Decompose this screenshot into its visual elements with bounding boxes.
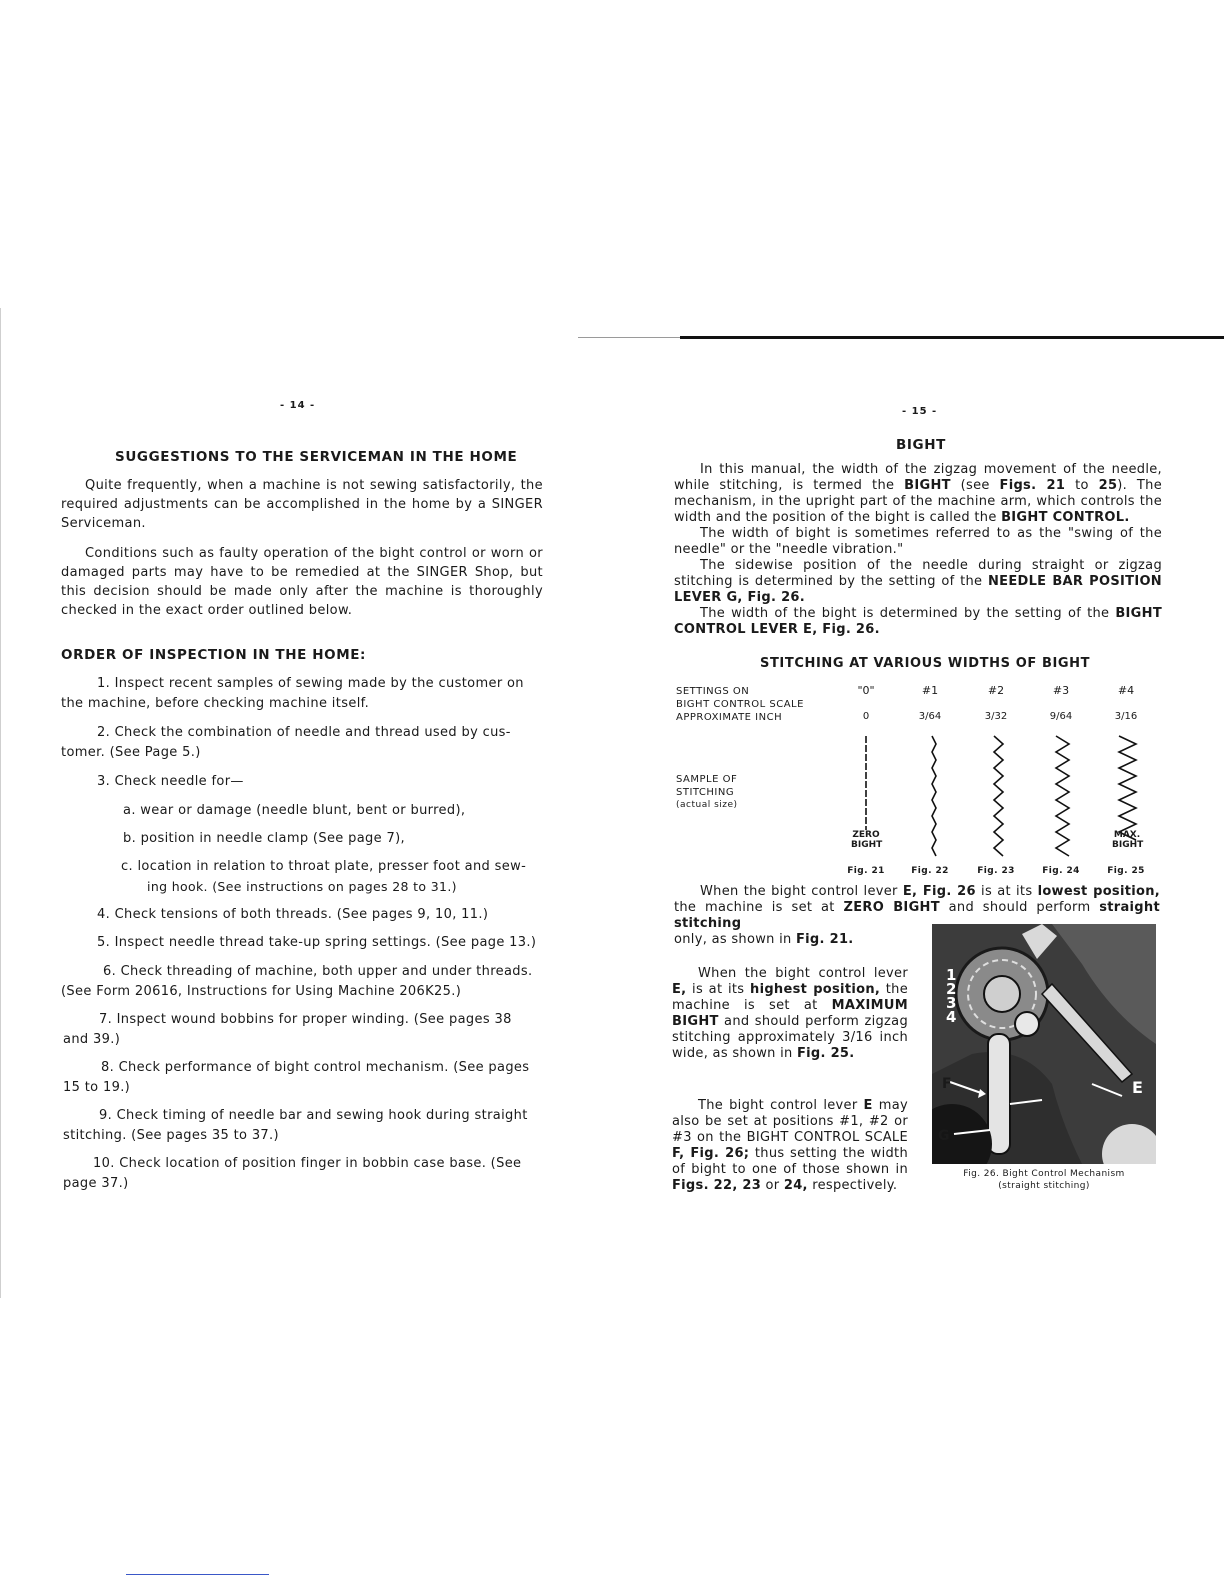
table-title: STITCHING AT VARIOUS WIDTHS OF BIGHT: [760, 656, 1091, 671]
top-rule: [680, 336, 1224, 339]
inch-2: 3/32: [984, 711, 1008, 722]
list-item: [63, 1106, 553, 1146]
fig-24: Fig. 24: [1042, 866, 1080, 876]
inch-label: APPROXIMATE INCH: [676, 712, 783, 723]
zero-bight-label: [851, 830, 881, 850]
list-item-line: c. location in relation to throat plate, presser foot and sew-: [121, 859, 527, 874]
sample-label-line: (actual size): [676, 800, 738, 810]
list-item: [61, 674, 547, 714]
sample-label-line: SAMPLE OF: [676, 774, 738, 785]
sample-label: [676, 773, 738, 812]
list-item-line: 15 to 19.): [63, 1080, 131, 1095]
list-item-line: page 37.): [63, 1176, 129, 1191]
setting-2: #2: [987, 684, 1005, 697]
setting-1: #1: [921, 684, 939, 697]
stitch-zigzag-2: [994, 736, 1003, 856]
setting-0: "0": [857, 684, 875, 697]
right-heading: BIGHT: [896, 437, 946, 453]
list-item-line: 8. Check performance of bight control mechanism. (See pages: [101, 1060, 530, 1075]
bottom-link-underline[interactable]: [126, 1574, 269, 1575]
list-item-line: 9. Check timing of needle bar and sewing hook during straight: [99, 1108, 528, 1123]
setting-3: #3: [1052, 684, 1070, 697]
photo-caption-line: (straight stitching): [998, 1181, 1090, 1191]
bight-para-2: The width of bight is sometimes referred to as the "swing of the needle" or the "needle vibration.": [674, 526, 1162, 557]
list-item-line: 1. Inspect recent samples of sewing made by the customer on: [97, 676, 524, 691]
bight-para-4: The width of the bight is determined by the setting of the BIGHT CONTROL LEVER E, Fig. 26.: [674, 606, 1162, 637]
settings-label-line: SETTINGS ON: [676, 686, 750, 697]
list-item-line: the machine, before checking machine itself.: [61, 696, 370, 711]
list-item: [63, 1010, 553, 1050]
label-f: F: [942, 1076, 952, 1092]
list-item-line: tomer. (See Page 5.): [61, 745, 201, 760]
bight-para-5: When the bight control lever E, Fig. 26 is at its lowest position, the machine is set at ZERO BIGHT and should perform straight stitching only, as shown in Fig. 21.: [674, 884, 1161, 947]
inch-0: 0: [862, 711, 870, 722]
list-item: [121, 857, 549, 897]
stitch-zigzag-4: [1119, 736, 1136, 840]
stitch-zigzag-1: [932, 736, 936, 856]
page-number-right: - 15 -: [902, 406, 938, 417]
scale-numbers: 1 2 3 4: [946, 966, 957, 1026]
list-item: 3. Check needle for—: [97, 774, 244, 789]
list-item-line: 10. Check location of position finger in bobbin case base. (See: [93, 1156, 522, 1171]
settings-label: [676, 685, 804, 724]
max-bight-line: BIGHT: [1112, 840, 1144, 850]
list-item: [61, 962, 551, 1002]
list-item-line: and 39.): [63, 1032, 121, 1047]
list-item-line: 6. Check threading of machine, both upper and under threads.: [103, 964, 533, 979]
bight-intro: [674, 462, 1162, 638]
list-item-line: (See Form 20616, Instructions for Using Machine 206K25.): [61, 984, 462, 999]
settings-label-line: BIGHT CONTROL SCALE: [676, 699, 804, 710]
fig-23: Fig. 23: [977, 866, 1015, 876]
list-item: 5. Inspect needle thread take-up spring settings. (See page 13.): [97, 935, 537, 950]
bight-para-6: When the bight control lever E, is at its highest position, the machine is set at MAXIMUM BIGHT and should perform zigzag stitching approximately 3/16 inch wide, as shown in Fig. 25.: [672, 966, 908, 1061]
list-item: a. wear or damage (needle blunt, bent or burred),: [123, 803, 466, 818]
list-item: [63, 1058, 553, 1098]
list-item: [61, 723, 547, 763]
list-item-line: 2. Check the combination of needle and thread used by cus-: [97, 725, 511, 740]
left-heading: SUGGESTIONS TO THE SERVICEMAN IN THE HOME: [115, 449, 518, 465]
left-para-1: Quite frequently, when a machine is not sewing satisfactorily, the required adjustments can be accomplished in the home by a SINGER Serviceman.: [61, 478, 543, 531]
left-para-2: Conditions such as faulty operation of the bight control or worn or damaged parts may have to be remedied at the SINGER Shop, but this decision should be made only after the machine is thoroughly checked in the exact order outlined below.: [61, 546, 543, 618]
photo-caption: [940, 1168, 1148, 1192]
label-e: E: [1132, 1078, 1143, 1097]
list-item: b. position in needle clamp (See page 7),: [123, 831, 406, 846]
sample-label-line: STITCHING: [676, 787, 735, 798]
bight-para-7: The bight control lever E may also be set at positions #1, #2 or #3 on the BIGHT CONTROL SCALE F, Fig. 26; thus setting the width of bight to one of those shown in Figs. 22, 23 or 24, respectively.: [672, 1098, 908, 1193]
setting-4: #4: [1117, 684, 1135, 697]
label-g: G: [938, 1128, 950, 1144]
bight-control-photo: [932, 924, 1156, 1164]
zero-bight-line: ZERO: [852, 830, 880, 840]
list-item-line: ing hook. (See instructions on pages 28 to 31.): [147, 879, 457, 894]
list-item-line: 7. Inspect wound bobbins for proper winding. (See pages 38: [99, 1012, 512, 1027]
inch-1: 3/64: [918, 711, 942, 722]
bight-para-3: The sidewise position of the needle during straight or zigzag stitching is determined by the setting of the NEEDLE BAR POSITION LEVER G, Fig. 26.: [674, 558, 1162, 605]
fig-22: Fig. 22: [911, 866, 949, 876]
bight-para-1: In this manual, the width of the zigzag movement of the needle, while stitching, is termed the BIGHT (see Figs. 21 to 25). The mechanism, in the upright part of the machine arm, which controls the width and the position of the bight is called the BIGHT CONTROL.: [674, 462, 1163, 525]
zero-bight-line: BIGHT: [851, 840, 883, 850]
bight-control-mechanism-illustration: [932, 924, 1156, 1164]
photo-caption-line: Fig. 26. Bight Control Mechanism: [963, 1169, 1125, 1179]
stitch-zigzag-3: [1056, 736, 1069, 856]
list-item: 4. Check tensions of both threads. (See pages 9, 10, 11.): [97, 907, 489, 922]
max-bight-label: [1112, 830, 1142, 850]
fig-21: Fig. 21: [847, 866, 885, 876]
top-rule-faint: [578, 337, 680, 338]
inch-4: 3/16: [1114, 711, 1138, 722]
inch-3: 9/64: [1049, 711, 1073, 722]
page-edge: [0, 308, 1, 1298]
list-item: [63, 1154, 553, 1194]
page-number-left: - 14 -: [280, 400, 316, 411]
list-item-line: stitching. (See pages 35 to 37.): [63, 1128, 279, 1143]
fig-25: Fig. 25: [1107, 866, 1145, 876]
left-subheading: ORDER OF INSPECTION IN THE HOME:: [61, 647, 367, 663]
max-bight-line: MAX.: [1113, 830, 1141, 840]
